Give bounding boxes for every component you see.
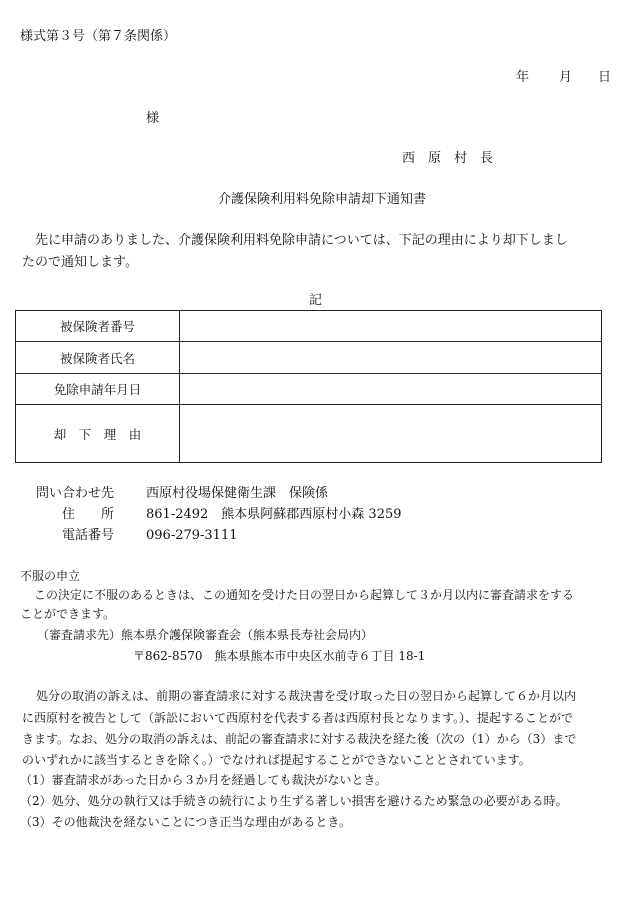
addressee-suffix: 様 [146, 111, 160, 126]
table-row [16, 342, 602, 374]
objection-heading: 不服の申立 [20, 569, 81, 583]
intro-line-1: 先に申請のありました、介護保険利用料免除申請については、下記の理由により却下しまし [35, 233, 568, 248]
lawsuit-line-2: に西原村を被告として（訴訟において西原村を代表する者は西原村長となります。）、提起することがで [22, 711, 574, 725]
lawsuit-line-3: きます。なお、処分の取消の訴えは、前記の審査請求に対する裁決を経た後（次の（1）から（3）まで [22, 732, 577, 746]
date-day: 日 [598, 70, 612, 85]
lawsuit-item-3: （3）その他裁決を経ないことにつき正当な理由があるとき。 [20, 815, 351, 829]
application-table [15, 310, 602, 463]
table-row [16, 405, 602, 463]
row-value-rejection-reason [180, 405, 602, 463]
table-row [16, 311, 602, 342]
intro-line-2: たので通知します。 [22, 255, 138, 270]
date-year: 年 [516, 70, 530, 85]
phone-label: 電話番号 [62, 528, 115, 543]
row-label-insured-name: 被保険者氏名 [16, 342, 180, 374]
form-number: 様式第３号（第７条関係） [20, 29, 177, 44]
row-value-insured-name [180, 342, 602, 374]
objection-dest-1: （審査請求先）熊本県介護保険審査会（熊本県長寿社会局内） [37, 628, 374, 642]
objection-line-1: この決定に不服のあるときは、この通知を受けた日の翌日から起算して３か月以内に審査請求をする [34, 588, 575, 602]
lawsuit-line-4: のいずれかに該当するときを除く。）でなければ提起することができないこととされています。 [22, 753, 531, 767]
table-row [16, 374, 602, 405]
row-value-insured-number [180, 311, 602, 342]
address-value: 861-2492 熊本県阿蘇郡西原村小森 3259 [146, 507, 402, 522]
lawsuit-item-2: （2）処分、処分の執行又は手続きの続行により生ずる著しい損害を避けるため緊急の必要がある時。 [20, 794, 568, 808]
objection-dest-2: 〒862-8570 熊本県熊本市中央区水前寺６丁目 18-1 [133, 649, 426, 663]
sender: 西 原 村 長 [402, 151, 494, 166]
row-label-rejection-reason: 却 下 理 由 [16, 405, 180, 463]
phone-value: 096-279-3111 [146, 528, 238, 543]
address-label: 住 所 [62, 507, 115, 522]
date-month: 月 [559, 70, 573, 85]
row-value-application-date [180, 374, 602, 405]
ki-mark: 記 [309, 293, 323, 308]
contact-dept: 西原村役場保健衛生課 保険係 [146, 486, 329, 501]
row-label-insured-number: 被保険者番号 [16, 311, 180, 342]
row-label-application-date: 免除申請年月日 [16, 374, 180, 405]
lawsuit-item-1: （1）審査請求があった日から３か月を経過しても裁決がないとき。 [20, 773, 388, 787]
objection-line-2: ことができます。 [20, 607, 116, 621]
contact-label: 問い合わせ先 [36, 486, 115, 501]
document-title: 介護保険利用料免除申請却下通知書 [218, 192, 427, 207]
lawsuit-line-1: 処分の取消の訴えは、前期の審査請求に対する裁決書を受け取った日の翌日から起算して６か月以内 [36, 689, 577, 703]
